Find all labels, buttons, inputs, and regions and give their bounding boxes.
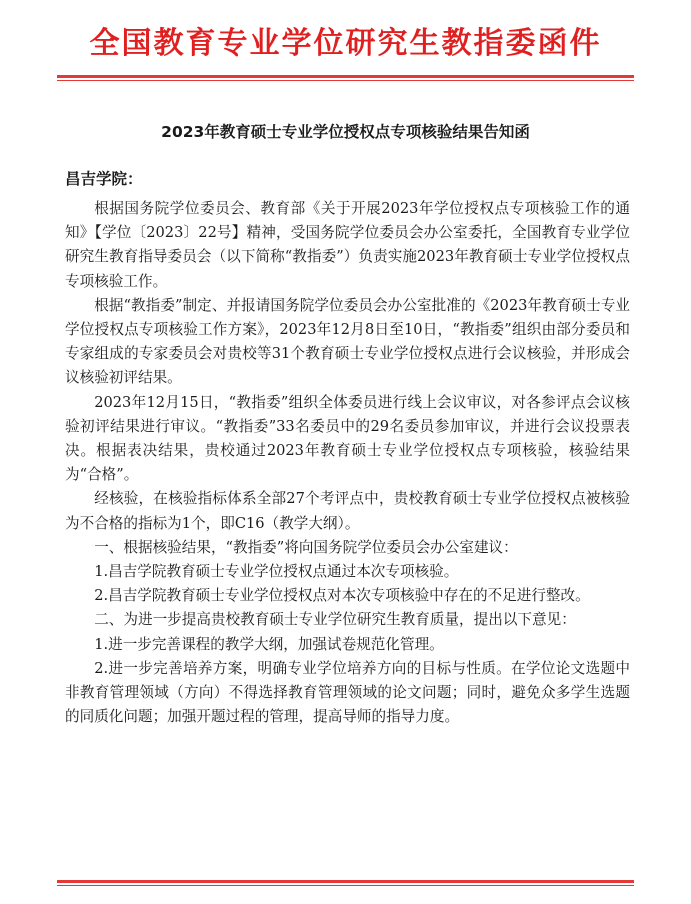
paragraph-10: 2.进一步完善培养方案，明确专业学位培养方向的目标与性质。在学位论文选题中非教育管理领域（方向）不得选择教育管理领域的论文问题；同时，避免众多学生选题的同质化问题；加强开题过程的管理，提高导师的指导力度。 — [65, 659, 630, 726]
paragraph-9: 1.进一步完善课程的教学大纲，加强试卷规范化管理。 — [94, 635, 444, 653]
footer-rule-thin — [57, 885, 634, 886]
paragraph-5: 一、根据核验结果，“教指委”将向国务院学位委员会办公室建议： — [94, 538, 518, 556]
letterhead-rule-top-thin — [57, 80, 634, 81]
paragraph-2: 根据“教指委”制定、并报请国务院学位委员会办公室批准的《2023年教育硕士专业学位授权点专项核验工作方案》，2023年12月8日至10日，“教指委”组织由部分委员和专家组成的专家委员会对贵校等31个教育硕士专业学位授权点进行会议核验，并形成会议核验初评结果。 — [65, 296, 630, 387]
footer-rule — [57, 880, 634, 883]
paragraph-1: 根据国务院学位委员会、教育部《关于开展2023年学位授权点专项核验工作的通知》【学位〔2023〕22号】精神，受国务院学位委员会办公室委托，全国教育专业学位研究生教育指导委员会（以下简称“教指委”）负责实施2023年教育硕士专业学位授权点专项核验工作。 — [65, 200, 630, 290]
document-body — [65, 197, 630, 729]
letterhead-rule-top — [57, 75, 634, 78]
document-title: 2023年教育硕士专业学位授权点专项核验结果告知函 — [161, 123, 530, 141]
addressee: 昌吉学院： — [65, 169, 143, 188]
paragraph-7: 2.昌吉学院教育硕士专业学位授权点对本次专项核验中存在的不足进行整改。 — [94, 587, 590, 605]
paragraph-3: 2023年12月15日，“教指委”组织全体委员进行线上会议审议，对各参评点会议核验初评结果进行审议。“教指委”33名委员中的29名委员参加审议，并进行会议投票表决。根据表决结果，贵校通过2023年教育硕士专业学位授权点专项核验，核验结果为“合格”。 — [65, 393, 630, 484]
paragraph-4: 经核验，在核验指标体系全部27个考评点中，贵校教育硕士专业学位授权点被核验为不合格的指标为1个，即C16（教学大纲）。 — [65, 490, 630, 532]
paragraph-6: 1.昌吉学院教育硕士专业学位授权点通过本次专项核验。 — [94, 563, 459, 581]
paragraph-8: 二、为进一步提高贵校教育硕士专业学位研究生教育质量，提出以下意见： — [94, 611, 576, 629]
letterhead-title: 全国教育专业学位研究生教指委函件 — [89, 26, 602, 61]
